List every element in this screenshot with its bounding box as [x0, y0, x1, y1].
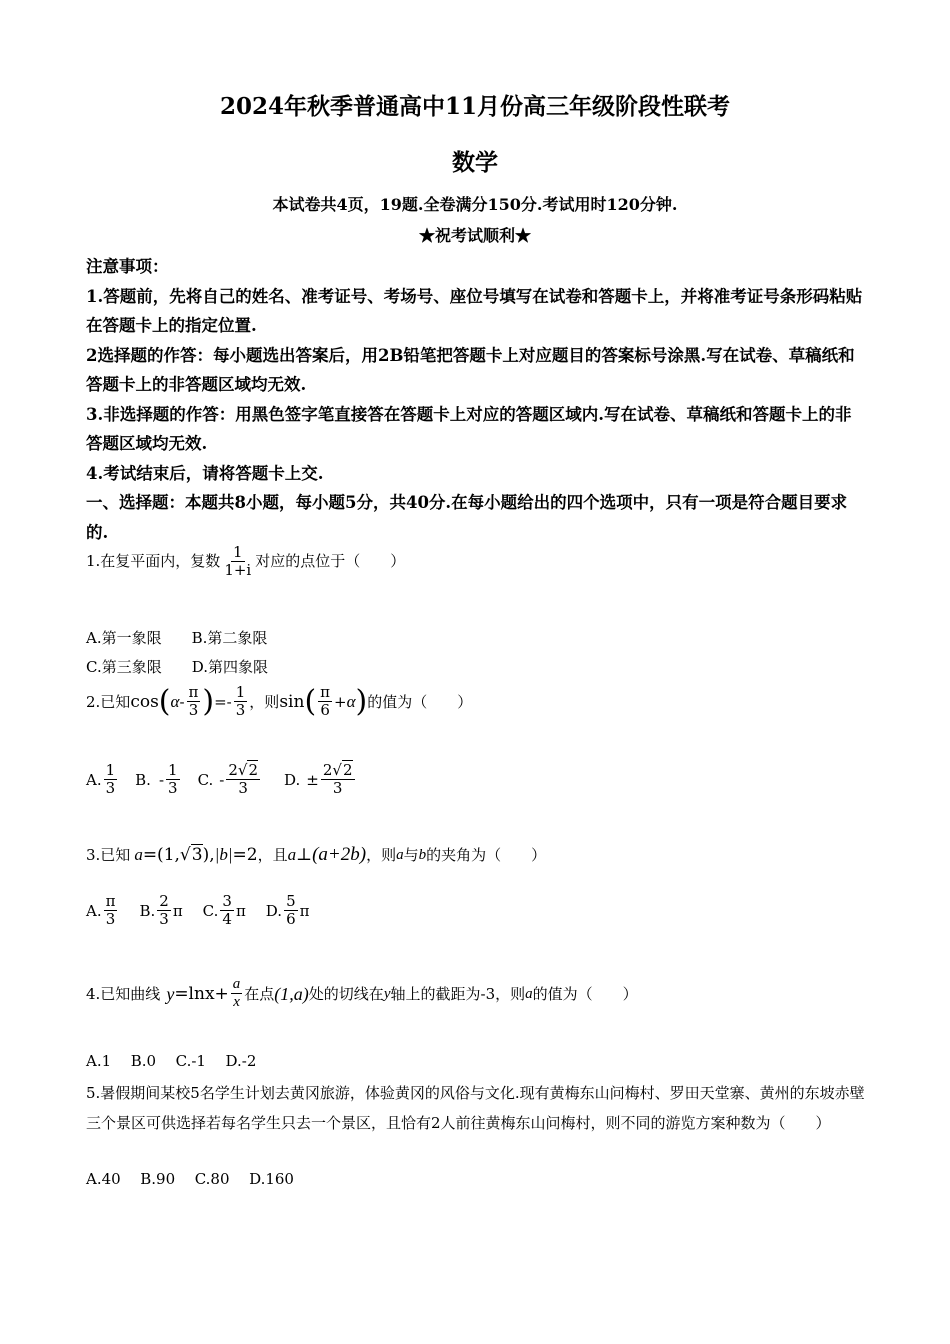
- q3-option-c: [220, 893, 234, 929]
- q4-a2: a: [525, 985, 533, 1002]
- q4-point: (1,a): [274, 983, 309, 1004]
- q3-option-c-label: C.: [202, 901, 219, 920]
- q2-d-sqrt: 2: [342, 761, 353, 779]
- q5-options: [86, 1170, 294, 1188]
- question-1: [86, 544, 876, 580]
- question-4: [86, 976, 876, 1012]
- notes-heading: 注意事项：: [86, 257, 169, 276]
- q3-options: [86, 893, 309, 929]
- q2-plus: +: [334, 692, 347, 711]
- q3-a2: a: [396, 847, 404, 863]
- exam-subject: 数学: [452, 149, 498, 176]
- note-item-3: 3.非选择题的作答：用黑色签字笔直接答在答题卡上对应的答题区域内.写在试卷、草稿纸和答题卡上的非答题区域均无效.: [86, 404, 852, 453]
- q2-a-den: 3: [105, 779, 116, 798]
- section-heading: 一、选择题：本题共8小题，每小题5分，共40分.在每小题给出的四个选项中，只有一项是符合题目要求的.: [86, 493, 848, 542]
- q2-option-d: $\frac{2√2}{3}$: [322, 761, 353, 798]
- q3-and: ，且: [257, 846, 288, 864]
- q3-option-a-label: A.: [86, 901, 102, 920]
- q3-option-d-label: D.: [265, 901, 283, 920]
- q2-one: 1: [235, 683, 246, 701]
- q3-option-b-label: B.: [139, 901, 156, 920]
- q1-option-a: A.第一象限: [86, 629, 162, 647]
- q3-c-den: 4: [222, 910, 232, 929]
- q1-frac-num: 1: [233, 543, 243, 561]
- note-item-4: 4.考试结束后，请将答题卡上交.: [86, 463, 324, 483]
- q1-option-d: D.第四象限: [191, 658, 268, 676]
- q2-frac-pi3: [187, 684, 201, 720]
- q3-sqrt3: 3: [191, 845, 203, 865]
- q2-minus: -: [179, 692, 185, 711]
- q2-d-two: 2: [322, 761, 333, 779]
- q2-frac-1-3: [234, 684, 248, 720]
- q3-expr: (a+2b): [312, 844, 367, 865]
- q5-option-a: A.40: [86, 1170, 121, 1188]
- q4-axis: 轴上的截距为: [390, 984, 481, 1003]
- q2-option-c-label: C.: [197, 770, 214, 789]
- q2-mid: ，则: [249, 692, 280, 711]
- q2-suffix: 的值为（ ）: [367, 692, 473, 711]
- q5-option-b: B.90: [140, 1170, 176, 1188]
- q2-b-num: 1: [168, 761, 178, 779]
- q2-sin: sin: [279, 691, 305, 712]
- q1-frac-den: 1+i: [224, 561, 252, 580]
- q4-x: x: [233, 994, 240, 1011]
- q2-pi-b: π: [320, 683, 331, 701]
- q2-option-a: [104, 762, 118, 798]
- q2-option-b: [166, 762, 180, 798]
- q3-option-d: [284, 893, 298, 929]
- q4-frac: [231, 976, 243, 1012]
- q2-c-neg: -: [219, 770, 225, 789]
- q3-c-tail: π: [235, 901, 246, 920]
- q2-d-pm: ±: [306, 770, 319, 789]
- q3-sep: ,: [209, 845, 215, 865]
- q1-option-c: C.第三象限: [86, 658, 162, 676]
- q3-mid: ，则: [366, 846, 397, 864]
- q3-d-den: 6: [286, 910, 296, 929]
- q2-option-a-label: A.: [86, 770, 102, 789]
- note-item-2: 2选择题的作答：每小题选出答案后，用2B铅笔把答题卡上对应题目的答案标号涂黑.写在试卷、草稿纸和答题卡上的非答题区域均无效.: [86, 345, 855, 394]
- q3-d-num: 5: [286, 892, 296, 910]
- q4-at: 在点: [244, 984, 275, 1003]
- q5-option-d: D.160: [249, 1170, 294, 1188]
- q4-option-c: -1: [191, 1052, 206, 1070]
- q2-a-num: 1: [105, 761, 116, 779]
- q2-alpha-b: α: [346, 691, 356, 711]
- q3-option-b: [157, 893, 171, 929]
- q1-options-row-2: [86, 656, 268, 677]
- question-5: 5.暑假期间某校5名学生计划去黄冈旅游，体验黄冈的风俗与文化.现有黄梅东山问梅村、罗田天堂寨、黄州的东坡赤壁三个景区可供选择若每名学生只去一个景区，且恰有2人前往黄梅东山问梅村，则不同的游览方案种数为（ ）: [86, 1084, 865, 1132]
- q4-option-d: -2: [241, 1052, 257, 1070]
- q2-option-d-label: D.: [284, 770, 301, 789]
- q3-with: 与: [403, 846, 419, 864]
- question-3: 3.已知 a =(1, √3 ) , |b| =2 ，且 a⊥ (a+2b) ，则 a 与 b 的夹角为（ ）: [86, 840, 876, 869]
- q2-three-b: 3: [235, 701, 246, 720]
- q3-suffix: 的夹角为（ ）: [426, 846, 547, 864]
- q3-perp: a⊥: [287, 845, 313, 864]
- q2-c-den: 3: [238, 779, 248, 798]
- q3-eq1: =(1,: [142, 845, 180, 865]
- q3-a-den: 3: [105, 910, 116, 929]
- q3-eq2: =2: [232, 845, 258, 865]
- exam-title: 2024年秋季普通高中11月份高三年级阶段性联考: [219, 93, 731, 120]
- q4-eq: =lnx+: [174, 983, 229, 1004]
- q3-vec-a: a: [134, 845, 143, 864]
- q2-cos: cos: [130, 691, 159, 712]
- q1-option-b: B.第二象限: [191, 629, 268, 647]
- q4-y: y: [166, 983, 175, 1004]
- q2-d-den: 3: [332, 779, 343, 798]
- q3-prefix: 3.已知: [86, 846, 131, 864]
- q1-options-row-1: [86, 627, 267, 648]
- q4-mid: 处的切线在: [308, 984, 384, 1003]
- q1-prefix: 1.在复平面内，复数: [86, 551, 221, 570]
- q3-b2: b: [418, 847, 427, 863]
- q3-option-a: [104, 893, 118, 929]
- q2-pi: π: [188, 683, 199, 701]
- q4-prefix: 4.已知曲线: [86, 984, 161, 1003]
- q4-option-c-label: C.: [175, 1052, 192, 1070]
- exam-wish: ★祝考试顺利★: [418, 226, 531, 245]
- exam-meta: 本试卷共4页，19题.全卷满分150分.考试用时120分钟.: [272, 195, 678, 214]
- q2-frac-pi6: [318, 684, 332, 720]
- q2-three: 3: [188, 701, 199, 720]
- q4-then: ，则: [495, 984, 526, 1003]
- q4-y2: y: [383, 985, 391, 1002]
- q2-c-two: 2: [228, 761, 238, 779]
- q2-prefix: 2.已知: [86, 692, 131, 711]
- q4-val: -3: [480, 984, 496, 1003]
- q3-c-num: 3: [222, 892, 232, 910]
- q2-b-neg: -: [158, 770, 165, 789]
- q3-abs-b: |b|: [214, 845, 233, 864]
- q4-a: a: [231, 976, 243, 994]
- q3-b-den: 3: [159, 910, 169, 929]
- q2-alpha: α: [170, 691, 180, 711]
- q2-options: [86, 762, 357, 798]
- q3-d-tail: π: [299, 901, 310, 920]
- q4-options: [86, 1052, 256, 1070]
- q3-b-num: 2: [159, 892, 169, 910]
- q2-six: 6: [320, 701, 330, 720]
- notes-block: [86, 252, 866, 547]
- question-2: 2.已知 cos ( α - $\frac{\pi}{3}$ ) =- $\frac{1}{3}$ ，则 sin ( $\frac{\pi}{6}$ + α ) 的值为（ ）: [86, 683, 473, 720]
- q1-suffix: 对应的点位于（ ）: [255, 551, 406, 570]
- q3-close: ): [202, 845, 210, 865]
- q3-b-tail: π: [172, 901, 183, 920]
- q5-option-c: C.80: [194, 1170, 230, 1188]
- q2-option-b-label: B.: [135, 770, 151, 789]
- q4-option-a: A.1: [86, 1052, 112, 1070]
- q2-eq: =-: [214, 692, 232, 711]
- q2-option-c: $\frac{2√2}{3}$: [228, 761, 259, 798]
- q4-option-b: B.0: [130, 1052, 157, 1070]
- q3-a-num: π: [105, 892, 116, 910]
- q1-fraction: [222, 544, 253, 580]
- q4-option-d-label: D.: [225, 1052, 242, 1070]
- q2-c-sqrt: 2: [248, 761, 259, 779]
- q4-suffix: 的值为（ ）: [532, 984, 638, 1003]
- note-item-1: 1.答题前，先将自己的姓名、准考证号、考场号、座位号填写在试卷和答题卡上，并将准考证号条形码粘贴在答题卡上的指定位置.: [86, 286, 863, 335]
- q2-b-den: 3: [168, 779, 178, 798]
